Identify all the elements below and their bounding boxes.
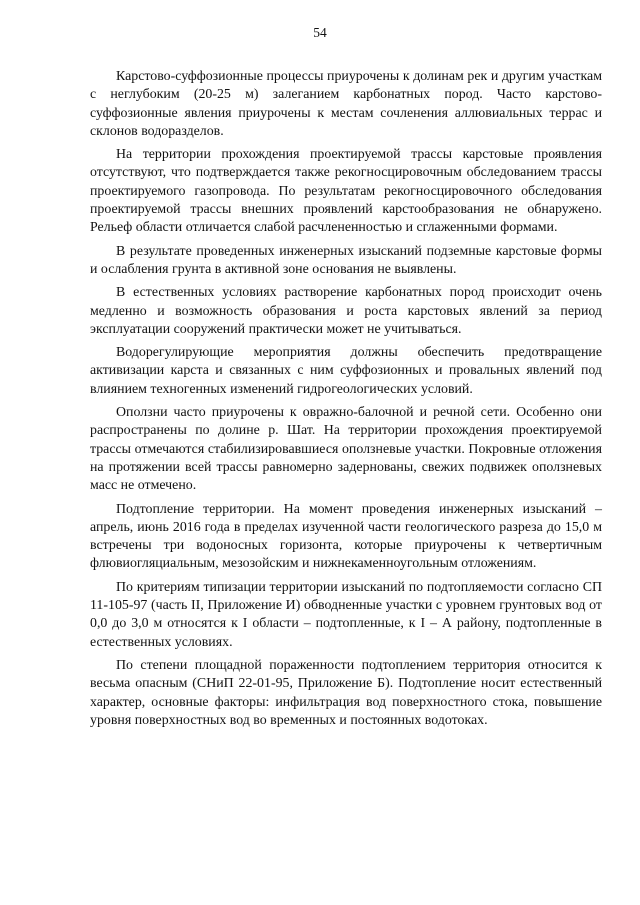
paragraph-flooding-criteria: По критериям типизации территории изысканий по подтопляемости согласно СП 11-105-97 (часть II, Приложение И) обводненные участки с уровнем грунтовых вод от 0,0 до 3,0 м относятся к I области – подтопленные, к I – А району, подтопленные в естественных условиях. [90, 579, 602, 650]
paragraph-landslides: Оползни часто приурочены к овражно-балочной и речной сети. Особенно они распространены по долине р. Шат. На территории прохождения проектируемой трассы отмечаются стабилизировавшиеся оползневые участки. Покровные отложения на протяжении всей трассы равномерно задернованы, свежих подвижек оползневых масс не отмечено. [90, 405, 602, 494]
paragraph-flooding: Подтопление территории. На момент проведения инженерных изысканий – апрель, июнь 2016 года в пределах изученной части геологического разреза до 15,0 м встречены три водоносных горизонта, которые приурочены к четвертичным флювиогляциальным, мезозойским и нижнекаменноугольным отложениям. [90, 501, 602, 572]
paragraph-karst-absence: На территории прохождения проектируемой трассы карстовые проявления отсутствуют, что подтверждается также рекогносцировочным обследованием трассы проектируемого газопровода. По результатам рекогносцировочного обследования проектируемой трассы внешних проявлений карстообразования не обнаружено. Рельеф области отличается слабой расчлененностью и сглаженными формами. [90, 147, 602, 236]
paragraph-karst-suffosion: Карстово-суффозионные процессы приурочены к долинам рек и другим участкам с неглубоким (20-25 м) залеганием карбонатных пород. Часто карстово-суффозионные явления приурочены к местам сочленения аллювиальных террас и склонов водоразделов. [90, 69, 602, 139]
paragraph-natural-conditions: В естественных условиях растворение карбонатных пород происходит очень медленно и возможность образования и роста карстовых явлений за период эксплуатации сооружений практически может не учитываться. [90, 285, 602, 337]
page-number: 54 [313, 25, 327, 40]
paragraph-water-regulation: Водорегулирующие мероприятия должны обеспечить предотвращение активизации карста и связанных с ним суффозионных и провальных явлений под влиянием техногенных изменений гидрогеологических условий. [90, 345, 602, 397]
document-body [90, 68, 602, 735]
paragraph-flooding-hazard: По степени площадной пораженности подтоплением территория относится к весьма опасным (СНиП 22-01-95, Приложение Б). Подтопление носит естественный характер, основные факторы: инфильтрация вод поверхностного стока, повышение уровня поверхностных вод во временных и постоянных водотоках. [90, 657, 602, 728]
paragraph-survey-results: В результате проведенных инженерных изысканий подземные карстовые формы и ослабления грунта в активной зоне основания не выявлены. [90, 243, 602, 277]
